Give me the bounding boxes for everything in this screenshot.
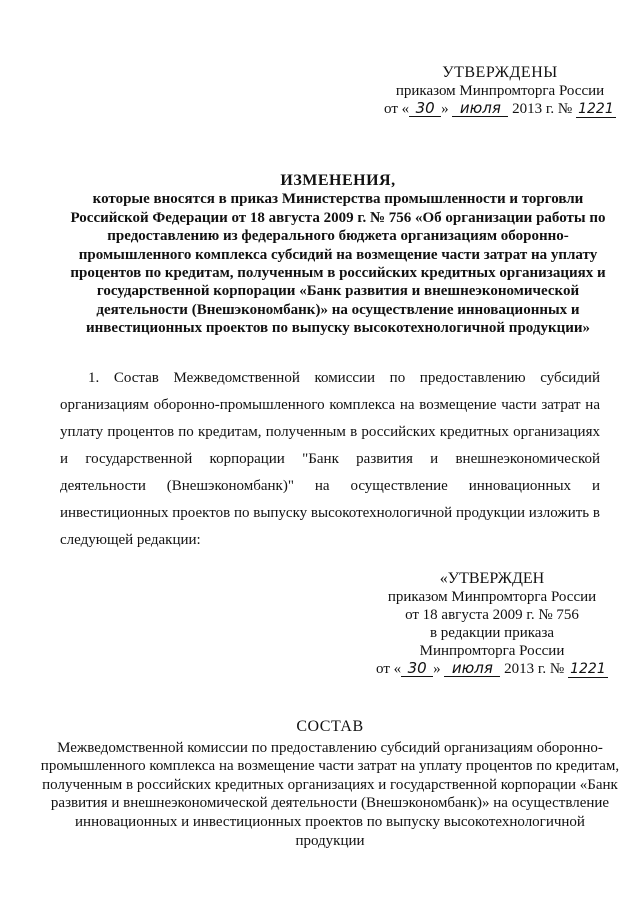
title-heading: ИЗМЕНЕНИЯ, [280, 172, 396, 189]
date-prefix: от « [376, 661, 402, 677]
year-text: 2013 г. № [512, 101, 573, 117]
approval-stamp-2 [376, 570, 608, 678]
approval2-heading: «УТВЕРЖДЕН [439, 570, 545, 587]
approval2-line4: Минпромторга России [419, 643, 565, 659]
composition-body: Межведомственной комиссии по предоставлению субсидий организациям оборонно-промышленного комплекса на возмещение части затрат на уплату процентов по кредитам, полученным в российских кредитных организациях и государственной корпорации «Банк развития и внешнеэкономической деятельности (Внешэкономбанк)» на осуществление инновационных и инвестиционных проектов по выпуску высокотехнологичной продукции [40, 739, 620, 849]
approval-order-line: приказом Минпромторга России [395, 83, 605, 99]
document-title [60, 172, 616, 338]
date-prefix: от « [384, 101, 410, 117]
handwritten-day: 30 [401, 660, 433, 677]
composition-section [40, 718, 620, 850]
handwritten-day: 30 [409, 100, 441, 117]
approval-stamp-1 [380, 64, 620, 118]
composition-heading: СОСТАВ [296, 718, 364, 735]
approval2-line3: в редакции приказа [429, 625, 555, 641]
quote-close: » [441, 101, 449, 117]
handwritten-month: июля [444, 660, 500, 677]
quote-close: » [433, 661, 441, 677]
paragraph-1 [60, 365, 600, 554]
year-text: 2013 г. № [504, 661, 565, 677]
approval-heading: УТВЕРЖДЕНЫ [442, 64, 558, 81]
approval2-line2: от 18 августа 2009 г. № 756 [405, 607, 579, 623]
approval2-date-line [376, 660, 608, 678]
paragraph-1-text: 1. Состав Межведомственной комиссии по предоставлению субсидий организациям оборонно-промышленного комплекса на возмещение части затрат на уплату процентов по кредитам, полученным в российских кредитных организациях и государственной корпорации "Банк развития и внешнеэкономической деятельности (Внешэкономбанк)" на осуществление инновационных и инвестиционных проектов по выпуску высокотехнологичной продукции изложить в следующей редакции: [60, 370, 600, 548]
handwritten-order-number: 1221 [568, 661, 608, 678]
handwritten-month: июля [452, 100, 508, 117]
handwritten-order-number: 1221 [576, 101, 616, 118]
approval2-line1: приказом Минпромторга России [387, 589, 597, 605]
title-body: которые вносятся в приказ Министерства промышленности и торговли Российской Федерации от 18 августа 2009 г. № 756 «Об организации работы по предоставлению из федерального бюджета организациям оборонно-промышленного комплекса субсидий на возмещение части затрат на уплату процентов по кредитам, полученным в российских кредитных организациях и государственной корпорации «Банк развития и внешнеэкономической деятельности (Внешэкономбанк)» на осуществление инновационных и инвестиционных проектов по выпуску высокотехнологичной продукции» [70, 191, 606, 337]
approval-date-line [380, 100, 620, 118]
